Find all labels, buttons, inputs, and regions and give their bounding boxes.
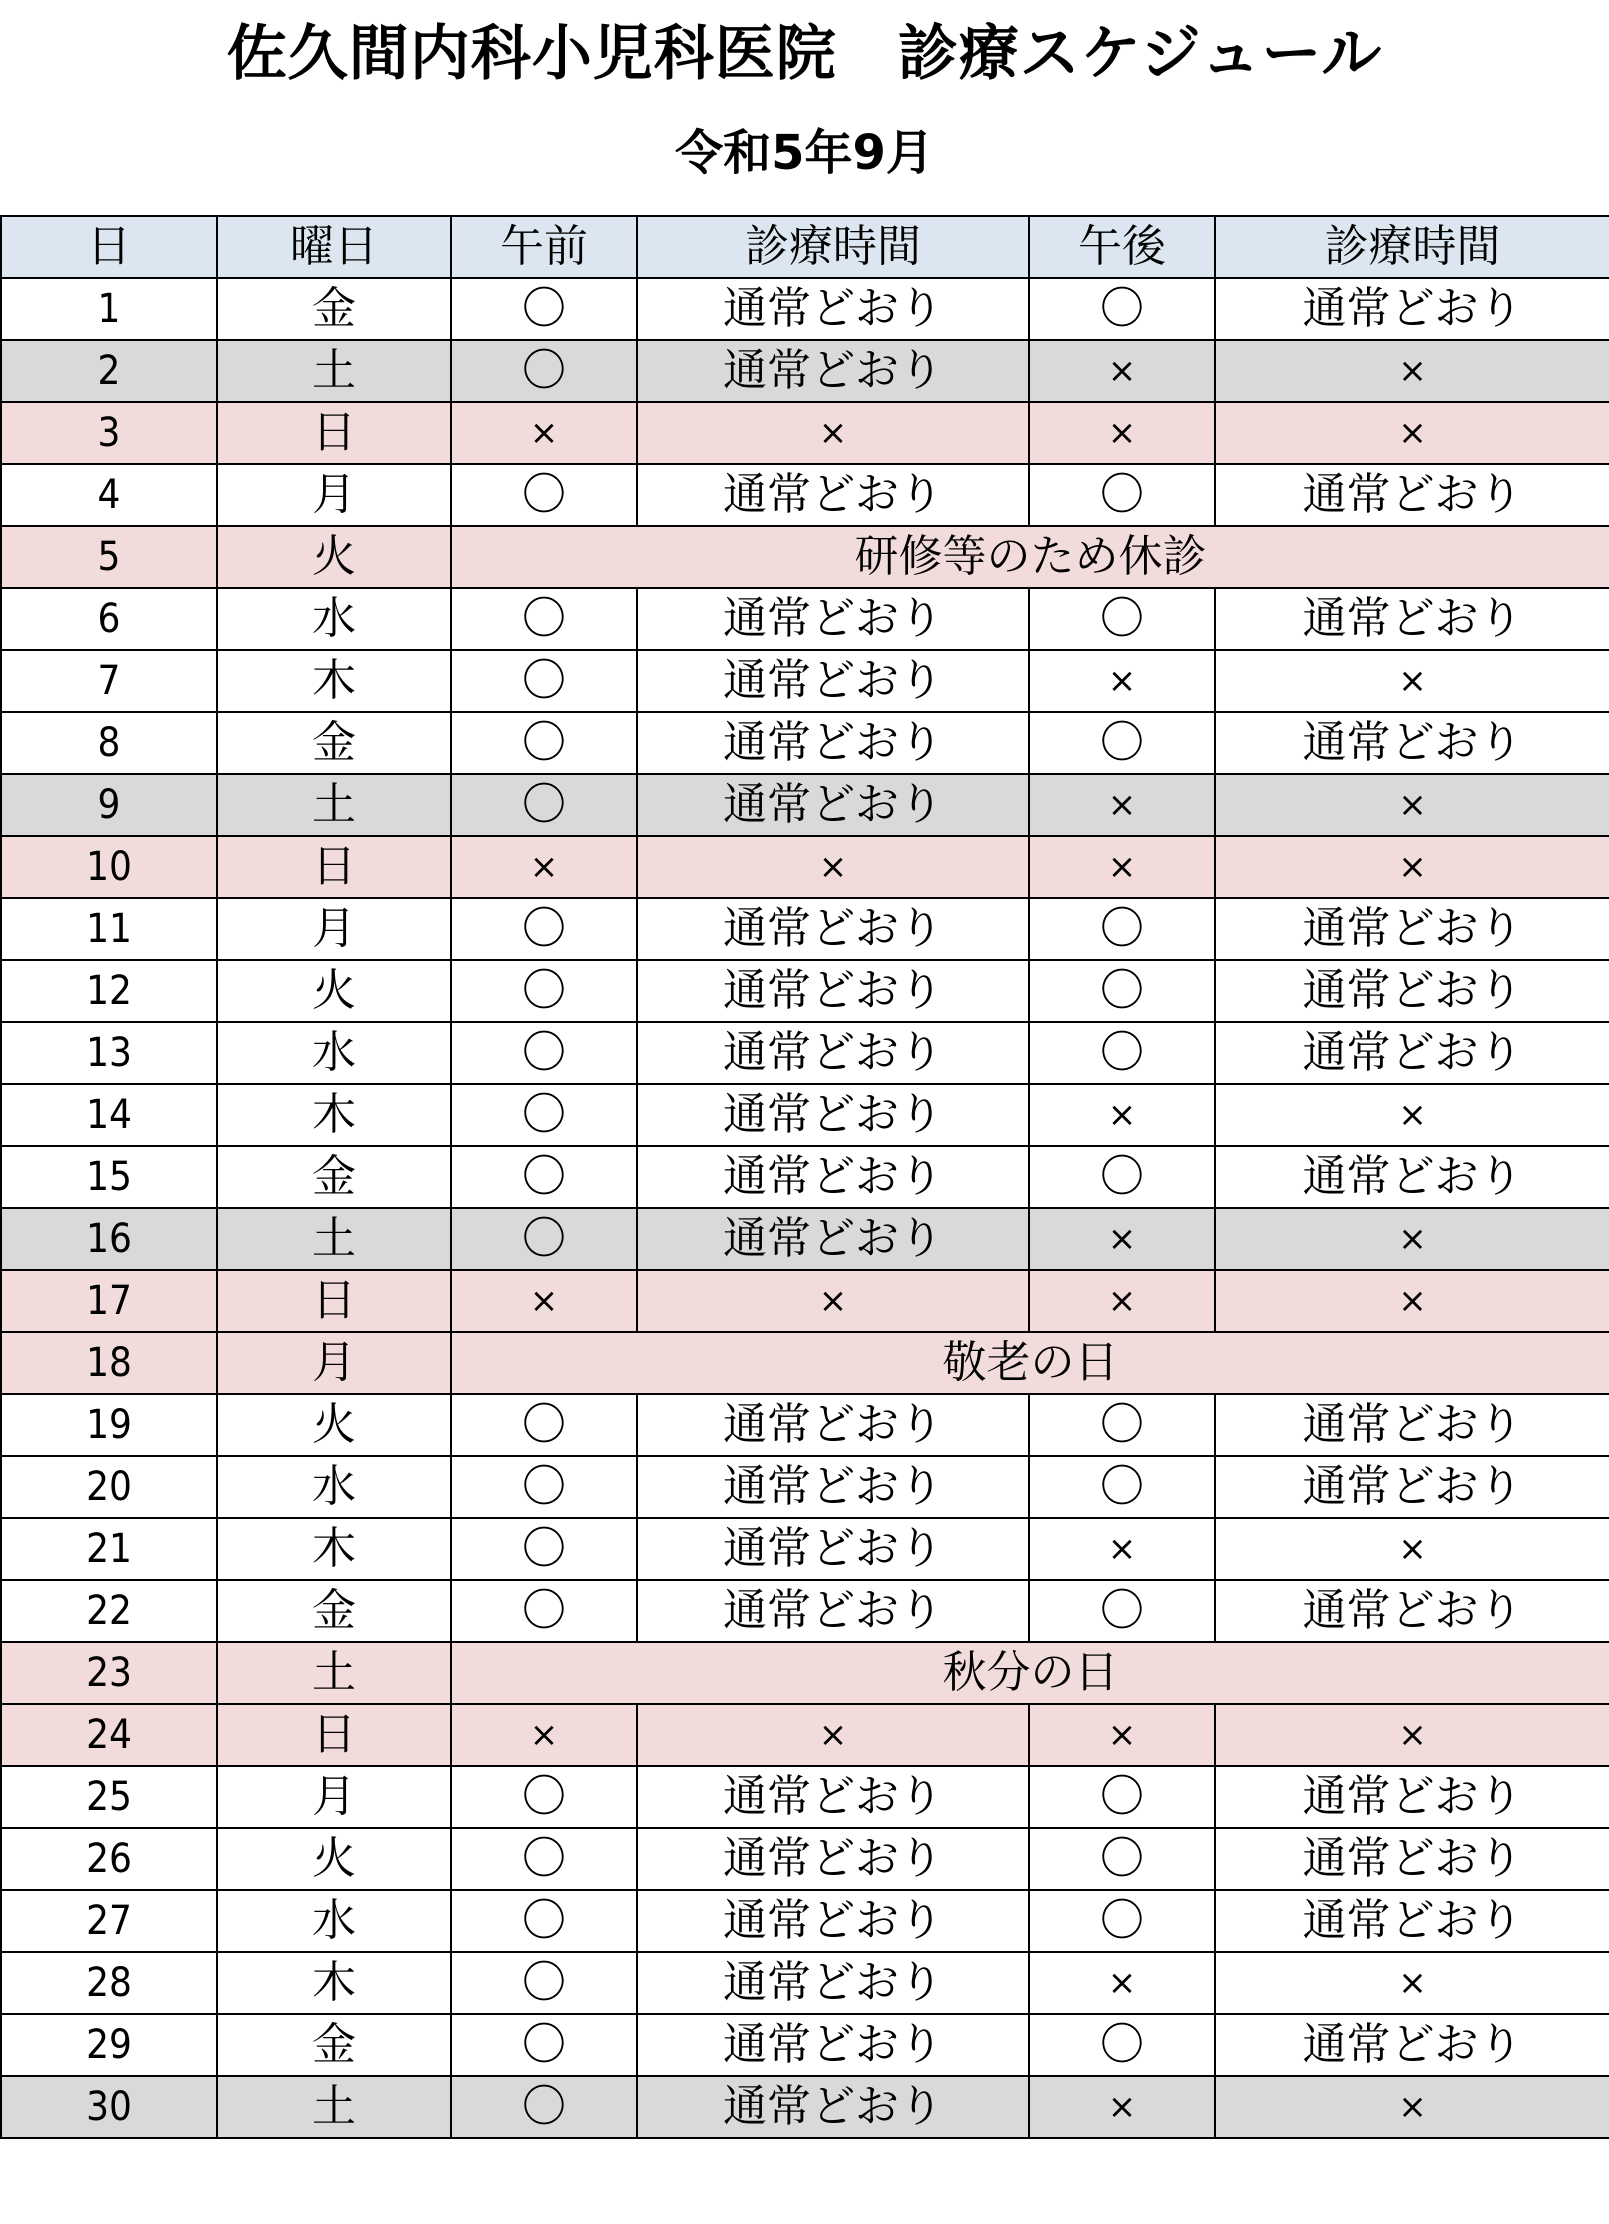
pm-status-cell: 〇 [1029,898,1215,960]
am-hours-cell: 通常どおり [637,1518,1029,1580]
am-hours-cell: 通常どおり [637,1394,1029,1456]
day-cell: 18 [1,1332,217,1394]
day-cell: 22 [1,1580,217,1642]
am-hours-cell: 通常どおり [637,960,1029,1022]
am-hours-cell: 通常どおり [637,464,1029,526]
table-row [1,1518,1609,1580]
am-status-cell: 〇 [451,650,637,712]
weekday-cell: 土 [217,1642,451,1704]
am-status-cell: × [451,1270,637,1332]
column-header-pm: 午後 [1029,216,1215,278]
day-cell: 24 [1,1704,217,1766]
pm-hours-cell: 通常どおり [1215,712,1609,774]
pm-status-cell: 〇 [1029,464,1215,526]
weekday-cell: 月 [217,1766,451,1828]
table-row [1,712,1609,774]
am-status-cell: 〇 [451,1084,637,1146]
pm-hours-cell: 通常どおり [1215,278,1609,340]
day-cell: 14 [1,1084,217,1146]
page-subtitle: 令和5年9月 [675,125,934,181]
pm-status-cell: 〇 [1029,1146,1215,1208]
pm-hours-cell: 通常どおり [1215,1456,1609,1518]
am-hours-cell: 通常どおり [637,1146,1029,1208]
pm-hours-cell: × [1215,1952,1609,2014]
table-row [1,588,1609,650]
page-title: 佐久間内科小児科医院 診療スケジュール [226,19,1383,89]
table-row [1,2014,1609,2076]
day-cell: 4 [1,464,217,526]
weekday-cell: 火 [217,1394,451,1456]
pm-hours-cell: × [1215,1704,1609,1766]
am-status-cell: 〇 [451,1890,637,1952]
table-row [1,774,1609,836]
am-hours-cell: × [637,1270,1029,1332]
pm-hours-cell: × [1215,1518,1609,1580]
column-header-weekday: 曜日 [217,216,451,278]
am-hours-cell: 通常どおり [637,898,1029,960]
pm-hours-cell: 通常どおり [1215,464,1609,526]
table-row [1,898,1609,960]
day-cell: 10 [1,836,217,898]
day-cell: 2 [1,340,217,402]
am-status-cell: 〇 [451,1146,637,1208]
weekday-cell: 金 [217,1146,451,1208]
schedule-table [0,215,1609,2139]
am-hours-cell: 通常どおり [637,1084,1029,1146]
weekday-cell: 土 [217,340,451,402]
am-hours-cell: 通常どおり [637,1580,1029,1642]
am-status-cell: 〇 [451,960,637,1022]
table-row [1,2076,1609,2138]
weekday-cell: 金 [217,712,451,774]
column-header-am-hours: 診療時間 [637,216,1029,278]
weekday-cell: 日 [217,1270,451,1332]
weekday-cell: 日 [217,402,451,464]
day-cell: 30 [1,2076,217,2138]
am-status-cell: 〇 [451,464,637,526]
am-hours-cell: 通常どおり [637,774,1029,836]
weekday-cell: 水 [217,1890,451,1952]
am-status-cell: 〇 [451,1580,637,1642]
schedule-body [1,278,1609,2138]
day-cell: 29 [1,2014,217,2076]
table-row [1,1890,1609,1952]
pm-hours-cell: 通常どおり [1215,1394,1609,1456]
table-header-row [1,216,1609,278]
weekday-cell: 木 [217,1952,451,2014]
am-hours-cell: 通常どおり [637,1766,1029,1828]
am-hours-cell: 通常どおり [637,2014,1029,2076]
weekday-cell: 月 [217,1332,451,1394]
closure-note-cell: 秋分の日 [451,1642,1609,1704]
day-cell: 23 [1,1642,217,1704]
table-row [1,1952,1609,2014]
am-status-cell: 〇 [451,278,637,340]
pm-status-cell: 〇 [1029,1580,1215,1642]
am-hours-cell: × [637,836,1029,898]
pm-status-cell: × [1029,1704,1215,1766]
am-status-cell: 〇 [451,1022,637,1084]
table-row [1,1208,1609,1270]
day-cell: 25 [1,1766,217,1828]
day-cell: 5 [1,526,217,588]
pm-status-cell: 〇 [1029,1766,1215,1828]
am-status-cell: 〇 [451,1394,637,1456]
table-row [1,1146,1609,1208]
table-row [1,1394,1609,1456]
day-cell: 12 [1,960,217,1022]
closure-note-cell: 研修等のため休診 [451,526,1609,588]
pm-hours-cell: × [1215,836,1609,898]
am-status-cell: 〇 [451,1828,637,1890]
am-status-cell: 〇 [451,2076,637,2138]
pm-hours-cell: 通常どおり [1215,1580,1609,1642]
am-hours-cell: 通常どおり [637,650,1029,712]
pm-status-cell: × [1029,1270,1215,1332]
day-cell: 28 [1,1952,217,2014]
am-status-cell: 〇 [451,774,637,836]
day-cell: 17 [1,1270,217,1332]
am-status-cell: × [451,402,637,464]
pm-status-cell: × [1029,2076,1215,2138]
am-status-cell: 〇 [451,1766,637,1828]
table-row [1,1766,1609,1828]
table-row [1,1456,1609,1518]
am-status-cell: × [451,836,637,898]
pm-hours-cell: × [1215,2076,1609,2138]
pm-hours-cell: 通常どおり [1215,1890,1609,1952]
weekday-cell: 月 [217,464,451,526]
day-cell: 9 [1,774,217,836]
pm-status-cell: 〇 [1029,1394,1215,1456]
pm-status-cell: 〇 [1029,278,1215,340]
table-row [1,1580,1609,1642]
pm-hours-cell: × [1215,774,1609,836]
am-hours-cell: 通常どおり [637,1828,1029,1890]
am-status-cell: 〇 [451,712,637,774]
am-hours-cell: × [637,402,1029,464]
pm-hours-cell: 通常どおり [1215,898,1609,960]
pm-status-cell: × [1029,402,1215,464]
day-cell: 20 [1,1456,217,1518]
pm-hours-cell: × [1215,1270,1609,1332]
column-header-day: 日 [1,216,217,278]
am-status-cell: × [451,1704,637,1766]
weekday-cell: 土 [217,2076,451,2138]
am-status-cell: 〇 [451,898,637,960]
day-cell: 6 [1,588,217,650]
pm-hours-cell: × [1215,402,1609,464]
pm-hours-cell: × [1215,340,1609,402]
table-row [1,1022,1609,1084]
pm-hours-cell: × [1215,650,1609,712]
pm-status-cell: 〇 [1029,588,1215,650]
weekday-cell: 火 [217,1828,451,1890]
pm-hours-cell: × [1215,1208,1609,1270]
table-row [1,402,1609,464]
am-hours-cell: 通常どおり [637,712,1029,774]
table-row [1,836,1609,898]
weekday-cell: 土 [217,1208,451,1270]
table-row [1,1704,1609,1766]
weekday-cell: 金 [217,2014,451,2076]
am-status-cell: 〇 [451,1518,637,1580]
pm-status-cell: 〇 [1029,1828,1215,1890]
am-status-cell: 〇 [451,1456,637,1518]
pm-status-cell: × [1029,1084,1215,1146]
am-hours-cell: 通常どおり [637,1890,1029,1952]
weekday-cell: 日 [217,836,451,898]
pm-status-cell: 〇 [1029,712,1215,774]
am-status-cell: 〇 [451,588,637,650]
table-row [1,464,1609,526]
day-cell: 26 [1,1828,217,1890]
pm-status-cell: 〇 [1029,2014,1215,2076]
table-row [1,278,1609,340]
weekday-cell: 火 [217,960,451,1022]
pm-hours-cell: 通常どおり [1215,1146,1609,1208]
weekday-cell: 水 [217,588,451,650]
table-row [1,526,1609,588]
table-row [1,1332,1609,1394]
pm-status-cell: 〇 [1029,1890,1215,1952]
table-row [1,650,1609,712]
pm-status-cell: × [1029,340,1215,402]
day-cell: 8 [1,712,217,774]
day-cell: 13 [1,1022,217,1084]
weekday-cell: 水 [217,1456,451,1518]
table-row [1,1084,1609,1146]
table-row [1,960,1609,1022]
am-hours-cell: × [637,1704,1029,1766]
weekday-cell: 木 [217,1084,451,1146]
pm-hours-cell: 通常どおり [1215,1828,1609,1890]
pm-status-cell: 〇 [1029,960,1215,1022]
pm-hours-cell: 通常どおり [1215,588,1609,650]
am-hours-cell: 通常どおり [637,340,1029,402]
day-cell: 19 [1,1394,217,1456]
table-row [1,340,1609,402]
pm-status-cell: × [1029,774,1215,836]
am-status-cell: 〇 [451,340,637,402]
pm-status-cell: × [1029,650,1215,712]
column-header-pm-hours: 診療時間 [1215,216,1609,278]
pm-hours-cell: × [1215,1084,1609,1146]
pm-status-cell: × [1029,836,1215,898]
day-cell: 15 [1,1146,217,1208]
day-cell: 7 [1,650,217,712]
day-cell: 27 [1,1890,217,1952]
pm-status-cell: 〇 [1029,1456,1215,1518]
weekday-cell: 日 [217,1704,451,1766]
closure-note-cell: 敬老の日 [451,1332,1609,1394]
day-cell: 11 [1,898,217,960]
am-hours-cell: 通常どおり [637,2076,1029,2138]
column-header-am: 午前 [451,216,637,278]
am-hours-cell: 通常どおり [637,278,1029,340]
weekday-cell: 木 [217,1518,451,1580]
am-hours-cell: 通常どおり [637,1208,1029,1270]
pm-hours-cell: 通常どおり [1215,2014,1609,2076]
table-row [1,1270,1609,1332]
pm-status-cell: × [1029,1952,1215,2014]
am-status-cell: 〇 [451,1952,637,2014]
table-row [1,1642,1609,1704]
day-cell: 3 [1,402,217,464]
day-cell: 21 [1,1518,217,1580]
day-cell: 1 [1,278,217,340]
weekday-cell: 土 [217,774,451,836]
weekday-cell: 木 [217,650,451,712]
am-hours-cell: 通常どおり [637,1456,1029,1518]
pm-status-cell: × [1029,1518,1215,1580]
weekday-cell: 月 [217,898,451,960]
pm-hours-cell: 通常どおり [1215,1766,1609,1828]
weekday-cell: 金 [217,1580,451,1642]
am-status-cell: 〇 [451,2014,637,2076]
weekday-cell: 水 [217,1022,451,1084]
pm-hours-cell: 通常どおり [1215,960,1609,1022]
am-hours-cell: 通常どおり [637,1022,1029,1084]
am-status-cell: 〇 [451,1208,637,1270]
pm-status-cell: 〇 [1029,1022,1215,1084]
table-row [1,1828,1609,1890]
am-hours-cell: 通常どおり [637,1952,1029,2014]
weekday-cell: 火 [217,526,451,588]
pm-hours-cell: 通常どおり [1215,1022,1609,1084]
am-hours-cell: 通常どおり [637,588,1029,650]
weekday-cell: 金 [217,278,451,340]
day-cell: 16 [1,1208,217,1270]
pm-status-cell: × [1029,1208,1215,1270]
